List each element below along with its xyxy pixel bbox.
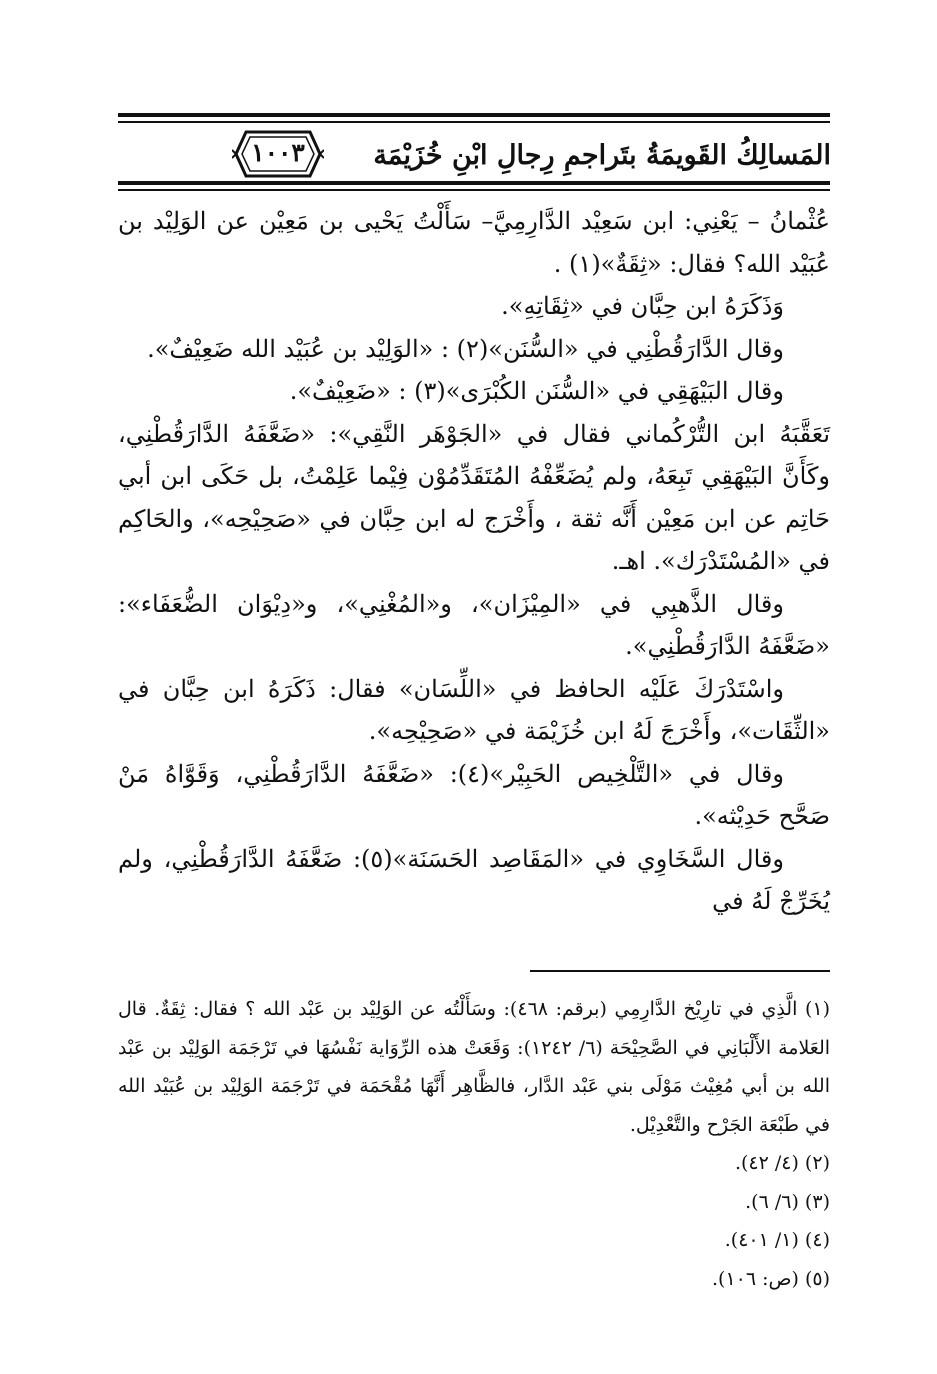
- footnote: (١) الَّذِي في تارِيْخ الدَّارِمِي (برقم: ٤٦٨): وسَأَلْتُه عن الوَلِيْد بن عَبْد الله ؟ فقال: ثِقَةٌ. قال العَلامة الأَلْبَانِي في الصَّحِيْحَة (٦/ ١٢٤٢): وَقَعَتْ هذه الرِّوَاية نَفْسُهَا في تَرْجَمَة الوَلِيْد بن عَبْد الله بن أبي مُغِيْث مَوْلَى بني عَبْد الدَّار، فالظَّاهِر أَنَّهَا مُقْحَمَة في تَرْجَمَة الوَلِيْد بن عُبَيْد الله في طَبْعَة الجَرْح والتَّعْدِيْل.: [118, 998, 831, 1136]
- paragraph: وقال السَّخَاوِي في «المَقَاصِد الحَسَنَة»(٥): ضَعَّفَهُ الدَّارَقُطْنِي، ولم يُخَرِّجْ لَهُ في: [118, 844, 830, 915]
- header-rule-top-thin: [118, 121, 830, 123]
- paragraph: وقال في «التَّلْخِيص الحَبِيْر»(٤): «ضَعَّفَهُ الدَّارَقُطْنِي، وَقَوَّاهُ مَنْ صَحَّح حَدِيْثه».: [118, 759, 830, 830]
- paragraph: وقال البَيْهَقِي في «السُّنَن الكُبْرَى»(٣) : «ضَعِيْفٌ».: [289, 377, 784, 405]
- footnotes: [118, 990, 830, 1298]
- footnote-separator: [530, 970, 830, 972]
- footnote: (٥) (ص: ١٠٦).: [712, 1267, 830, 1290]
- paragraph: تَعَقَّبَهُ ابن التُّرْكُماني فقال في «الجَوْهَر النَّقِي»: «ضَعَّفَهُ الدَّارَقُطْنِي، وكَأَنَّ البَيْهَقِي تَبِعَهُ، ولم يُضَعِّفْهُ المُتَقَدِّمُوْن فِيْما عَلِمْتُ، بل حَكَى ابن أبي حَاتِم عن ابن مَعِيْن أَنَّه ثقة ، وأَخْرَج له ابن حِبَّان في «صَحِيْحِه»، والحَاكِم في «المُسْتَدْرَك». اهـ.: [118, 419, 830, 575]
- running-title: المَسالِكُ القَويمَةُ بتَراجمِ رِجالِ ابْنِ خُزَيْمَة: [373, 140, 831, 171]
- main-text: [118, 200, 830, 923]
- footnote: (٣) (٦/ ٦).: [745, 1190, 830, 1213]
- paragraph: عُثْمانُ – يَعْنِي: ابن سَعِيْد الدَّارِمِيَّ– سَأَلْتُ يَحْيى بن مَعِيْن عن الوَلِيْد بن عُبَيْد الله؟ فقال: «ثِقَةٌ»(١) .: [118, 207, 830, 278]
- paragraph: وقال الذَّهبِي في «المِيْزَان»، و«المُغْنِي»، و«دِيْوَان الضُّعَفَاء»: «ضَعَّفَهُ الدَّارَقُطْنِي».: [118, 589, 830, 660]
- paragraph: واسْتَدْرَكَ عَلَيْه الحافظ في «اللِّسَان» فقال: ذَكَرَهُ ابن حِبَّان في «الثِّقَات»، وأَخْرَجَ لَهُ ابن خُزَيْمَة في «صَحِيْحِه».: [118, 674, 830, 745]
- paragraph: وَذَكَرَهُ ابن حِبَّان في «ثِقَاتِهِ».: [501, 292, 784, 320]
- footnote: (٢) (٤/ ٤٢).: [734, 1152, 830, 1174]
- header-rule-bottom-thin: [118, 189, 830, 191]
- paragraph: وقال الدَّارَقُطْنِي في «السُّنَن»(٢) : «الوَلِيْد بن عُبَيْد الله ضَعِيْفٌ».: [147, 334, 784, 363]
- page-number-badge: [232, 128, 324, 180]
- footnote: (٤) (١/ ٤٠١).: [724, 1229, 830, 1251]
- page-number: ١٠٠٣: [251, 138, 305, 167]
- header-rule-bottom: [118, 181, 830, 185]
- header-rule-top: [118, 113, 830, 117]
